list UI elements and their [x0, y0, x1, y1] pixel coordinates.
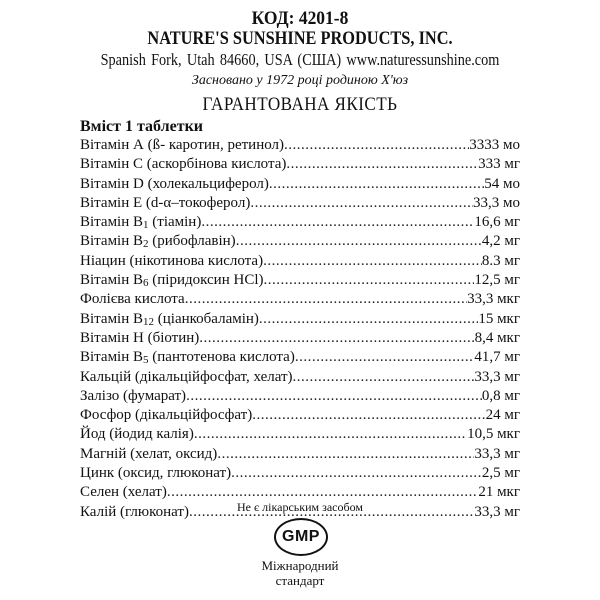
nutrient-row: [80, 388, 520, 407]
nutrient-amount: 54 мо: [484, 175, 520, 192]
nutrient-amount: 8,4 мкг: [474, 329, 520, 346]
nutrient-amount: 333 мг: [478, 156, 520, 173]
nutrient-row: [80, 272, 520, 291]
nutrient-row: [80, 349, 520, 368]
nutrient-amount: 4,2 мг: [481, 233, 520, 250]
dot-leader: [186, 388, 482, 405]
nutrient-name: Вітамін $В_2$ (рибофлавін): [80, 233, 236, 251]
nutrient-row: [80, 465, 520, 484]
nutrient-row: [80, 176, 520, 195]
nutrient-name: Магній (хелат, оксид): [80, 445, 218, 462]
nutrient-row: [80, 156, 520, 175]
nutrient-name: Фосфор (дікальційфосфат): [80, 407, 253, 424]
nutrient-amount: 33,3 мг: [474, 445, 520, 462]
not-medicine-note: Не є лікарським засобом: [237, 500, 363, 514]
gmp-logo-text: GMP: [282, 528, 320, 545]
nutrient-amount: 12,5 мг: [474, 272, 520, 289]
nutrient-name: Вітамін $В_1$ (тіамін): [80, 214, 202, 232]
dot-leader: [201, 214, 474, 231]
nutrient-amount: 2,5 мг: [481, 465, 520, 482]
nutrient-amount: 24 мг: [485, 407, 520, 424]
nutrient-row: [80, 311, 520, 330]
dot-leader: [295, 349, 475, 366]
nutrient-row: [80, 233, 520, 252]
nutrient-name: Цинк (оксид, глюконат): [80, 465, 232, 482]
nutrient-name: Вітамін $В_6$ (піридоксин НСl): [80, 272, 264, 290]
nutrient-name: Залізо (фумарат): [80, 387, 187, 404]
gmp-logo: [274, 518, 328, 556]
nutrient-amount: 16,6 мг: [474, 214, 520, 231]
dot-leader: [252, 407, 485, 424]
dot-leader: [259, 311, 478, 328]
nutrient-subscript: 6: [143, 277, 149, 290]
nutrient-amount: 15 мкг: [478, 310, 520, 327]
nutrient-amount: 41,7 мг: [474, 349, 520, 366]
nutrient-amount: 33,3 мг: [474, 503, 520, 520]
dot-leader: [269, 176, 484, 193]
gmp-oval: [274, 518, 328, 556]
standard-line-1: Міжнародний: [261, 558, 339, 573]
nutrient-row: [80, 369, 520, 388]
standard-line-2: стандарт: [275, 573, 325, 588]
nutrient-row: [80, 446, 520, 465]
nutrient-amount: 21 мкг: [478, 484, 520, 501]
nutrient-subscript: 5: [143, 354, 149, 367]
dot-leader: [263, 253, 482, 270]
nutrient-name: Ніацин (нікотинова кислота): [80, 252, 264, 269]
dot-leader: [199, 330, 474, 347]
dot-leader: [286, 156, 478, 173]
nutrient-name: Вітамін D (холекальциферол): [80, 175, 269, 192]
nutrient-name: Калій (глюконат): [80, 503, 189, 520]
nutrient-row: [80, 253, 520, 272]
company-address: Spanish Fork, Utah 84660, USA (США) www.naturessunshine.com: [100, 50, 500, 69]
company-name: NATURE'S SUNSHINE PRODUCTS, INC.: [147, 28, 453, 49]
product-code: КОД: 4201-8: [251, 8, 349, 29]
nutrient-amount: 3333 мо: [469, 137, 520, 153]
nutrient-subscript: 1: [143, 219, 149, 232]
nutrient-name: Вітамін Н (біотин): [80, 329, 200, 346]
nutrient-row: [80, 137, 520, 156]
founded-note: Засновано у 1972 році родиною Х'юз: [191, 73, 409, 88]
nutrient-row: [80, 330, 520, 349]
contents-subheading: Вміст 1 таблетки: [80, 118, 204, 135]
nutrient-amount: 8.3 мг: [481, 252, 520, 269]
nutrient-name: Вітамін С (аскорбінова кислота): [80, 156, 287, 173]
nutrient-name: Фолієва кислота: [80, 291, 185, 308]
quality-heading: ГАРАНТОВАНА ЯКІСТЬ: [202, 94, 398, 115]
nutrient-amount: 33,3 мкг: [467, 291, 520, 308]
dot-leader: [236, 233, 482, 250]
nutrient-row: [80, 407, 520, 426]
nutrient-row: [80, 195, 520, 214]
nutrient-row: [80, 291, 520, 310]
dot-leader: [293, 369, 475, 386]
nutrient-name: Вітамін А (ß- каротин, ретинол): [80, 137, 285, 153]
nutrient-name: Вітамін Е (d-α–токоферол): [80, 194, 251, 211]
nutrient-list: [80, 137, 520, 523]
dot-leader: [217, 446, 474, 463]
nutrient-name: Вітамін $В_5$ (пантотенова кислота): [80, 349, 295, 367]
dot-leader: [250, 195, 473, 212]
dot-leader: [167, 484, 478, 501]
dot-leader: [264, 272, 475, 289]
nutrient-name: Йод (йодид калія): [80, 426, 194, 443]
nutrient-subscript: 12: [143, 315, 155, 328]
nutrient-row: [80, 214, 520, 233]
nutrient-amount: 33,3 мг: [474, 368, 520, 385]
dot-leader: [231, 465, 482, 482]
nutrient-name: Кальцій (дікальційфосфат, хелат): [80, 368, 293, 385]
dot-leader: [185, 291, 467, 308]
nutrient-subscript: 2: [143, 238, 149, 251]
nutrient-amount: 33,3 мо: [473, 194, 520, 211]
dot-leader: [284, 137, 469, 154]
dot-leader: [194, 426, 467, 443]
nutrient-name: Селен (хелат): [80, 484, 167, 501]
nutrient-row: [80, 426, 520, 445]
nutrient-amount: 0,8 мг: [481, 387, 520, 404]
nutrient-name: Вітамін $В_{12}$ (ціанкобаламін): [80, 310, 259, 328]
nutrient-amount: 10,5 мкг: [467, 426, 520, 443]
